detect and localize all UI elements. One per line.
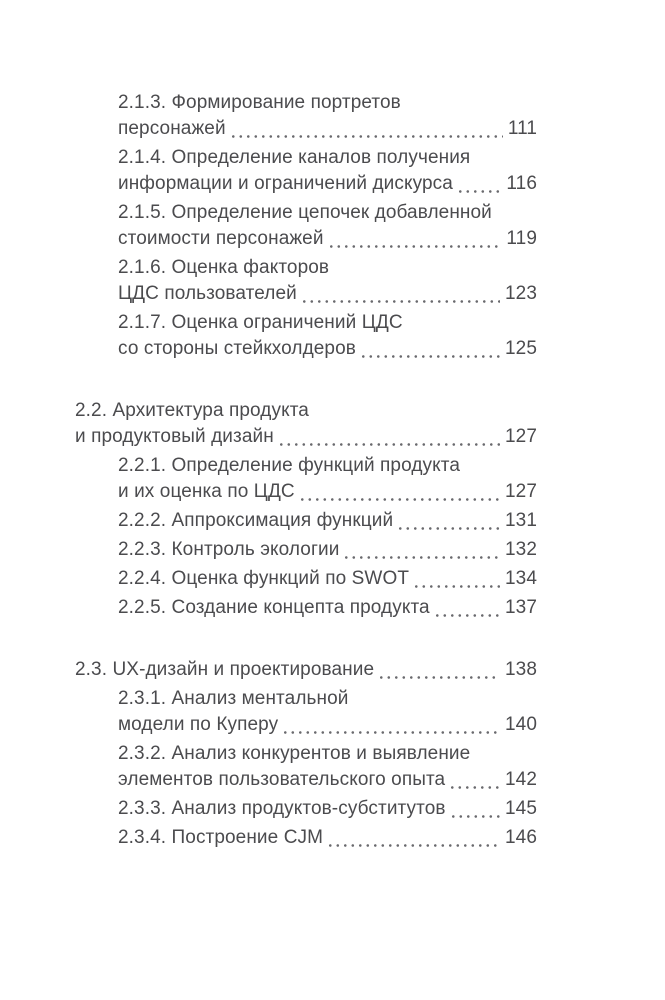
toc-entry-last-line: [118, 508, 537, 534]
page-number: 132: [504, 539, 537, 560]
dot-leader: [399, 527, 500, 530]
page-number: 127: [504, 426, 537, 447]
toc-entry-last-line: [118, 281, 537, 307]
toc-entry-text: стоимости персонажей: [118, 228, 324, 249]
toc-entry-last-line: [118, 336, 537, 362]
toc-entry-text: и их оценка по ЦДС: [118, 481, 295, 502]
toc-entry-text: 2.3.2. Анализ конкурентов и выявление: [118, 743, 471, 764]
dot-leader: [232, 135, 503, 138]
dot-leader: [301, 498, 500, 501]
toc-entry: [75, 566, 537, 592]
page-number: 123: [504, 283, 537, 304]
toc-entry: [75, 537, 537, 563]
toc-entry-last-line: [118, 479, 537, 505]
page-number: 125: [504, 338, 537, 359]
page-number: 111: [507, 118, 537, 139]
toc-entry-last-line: [118, 825, 537, 851]
dot-leader: [330, 245, 502, 248]
dot-leader: [415, 585, 500, 588]
toc-entry: [75, 255, 537, 307]
dot-leader: [459, 190, 501, 193]
dot-leader: [362, 355, 500, 358]
toc-entry-text: 2.1.6. Оценка факторов: [118, 257, 330, 278]
toc-entry-text: ЦДС пользователей: [118, 283, 297, 304]
toc-entry: [75, 686, 537, 738]
toc-entry-text: 2.2.1. Определение функций продукта: [118, 455, 461, 476]
toc-entry: [75, 145, 537, 197]
toc-entry-text: 2.2.4. Оценка функций по SWOT: [118, 568, 410, 589]
toc-entry: [75, 741, 537, 793]
toc-entry-last-line: [75, 657, 537, 683]
toc-entry-last-line: [118, 171, 537, 197]
toc-entry: [75, 825, 537, 851]
toc-entry: [75, 657, 537, 683]
toc-entry: [75, 453, 537, 505]
toc-entry: [75, 310, 537, 362]
toc-entry-text: 2.1.5. Определение цепочек добавленной: [118, 202, 492, 223]
page-number: 146: [504, 827, 537, 848]
toc-entry: [75, 508, 537, 534]
dot-leader: [284, 731, 500, 734]
toc-entry-text: 2.3.1. Анализ ментальной: [118, 688, 349, 709]
toc-entry: [75, 796, 537, 822]
toc-entry: [75, 90, 537, 142]
toc-entry-last-line: [118, 566, 537, 592]
toc-entry-text: 2.2.2. Аппроксимация функций: [118, 510, 394, 531]
page-number: 131: [504, 510, 537, 531]
toc-entry-text: информации и ограничений дискурса: [118, 173, 453, 194]
dot-leader: [451, 786, 500, 789]
toc-entry-text: элементов пользовательского опыта: [118, 769, 446, 790]
toc-entry-last-line: [118, 226, 537, 252]
toc-entry-text: и продуктовый дизайн: [75, 426, 274, 447]
page-number: 145: [504, 798, 537, 819]
toc-entry-text: 2.3.3. Анализ продуктов-субститутов: [118, 798, 446, 819]
toc-entry-last-line: [118, 767, 537, 793]
dot-leader: [280, 443, 500, 446]
page-number: 142: [504, 769, 537, 790]
toc-entry-text: 2.1.3. Формирование портретов: [118, 92, 401, 113]
toc-entry-text: модели по Куперу: [118, 714, 279, 735]
toc-entry-last-line: [118, 116, 537, 142]
table-of-contents: [75, 90, 537, 854]
toc-entry-text: 2.1.7. Оценка ограничений ЦДС: [118, 312, 403, 333]
toc-entry-text: со стороны стейкхолдеров: [118, 338, 356, 359]
toc-entry-last-line: [118, 712, 537, 738]
toc-entry-text: 2.3.4. Построение CJM: [118, 827, 324, 848]
toc-entry-last-line: [118, 796, 537, 822]
toc-entry-text: 2.1.4. Определение каналов получения: [118, 147, 471, 168]
dot-leader: [329, 844, 500, 847]
toc-entry-text: 2.2.3. Контроль экологии: [118, 539, 340, 560]
toc-entry-text: персонажей: [118, 118, 226, 139]
toc-entry-text: 2.2. Архитектура продукта: [75, 400, 309, 421]
page-number: 137: [504, 597, 537, 618]
dot-leader: [380, 676, 500, 679]
toc-entry-last-line: [118, 537, 537, 563]
toc-entry-text: 2.2.5. Создание концепта продукта: [118, 597, 430, 618]
page-number: 127: [504, 481, 537, 502]
toc-entry: [75, 398, 537, 450]
dot-leader: [303, 300, 500, 303]
toc-entry: [75, 200, 537, 252]
dot-leader: [345, 556, 500, 559]
page-number: 140: [504, 714, 537, 735]
toc-entry: [75, 595, 537, 621]
dot-leader: [436, 614, 500, 617]
page-number: 138: [504, 659, 537, 680]
toc-entry-last-line: [118, 595, 537, 621]
dot-leader: [452, 815, 500, 818]
page-number: 119: [506, 228, 537, 249]
page-number: 134: [504, 568, 537, 589]
toc-entry-last-line: [75, 424, 537, 450]
page-number: 116: [506, 173, 537, 194]
toc-entry-text: 2.3. UX-дизайн и проектирование: [75, 659, 375, 680]
